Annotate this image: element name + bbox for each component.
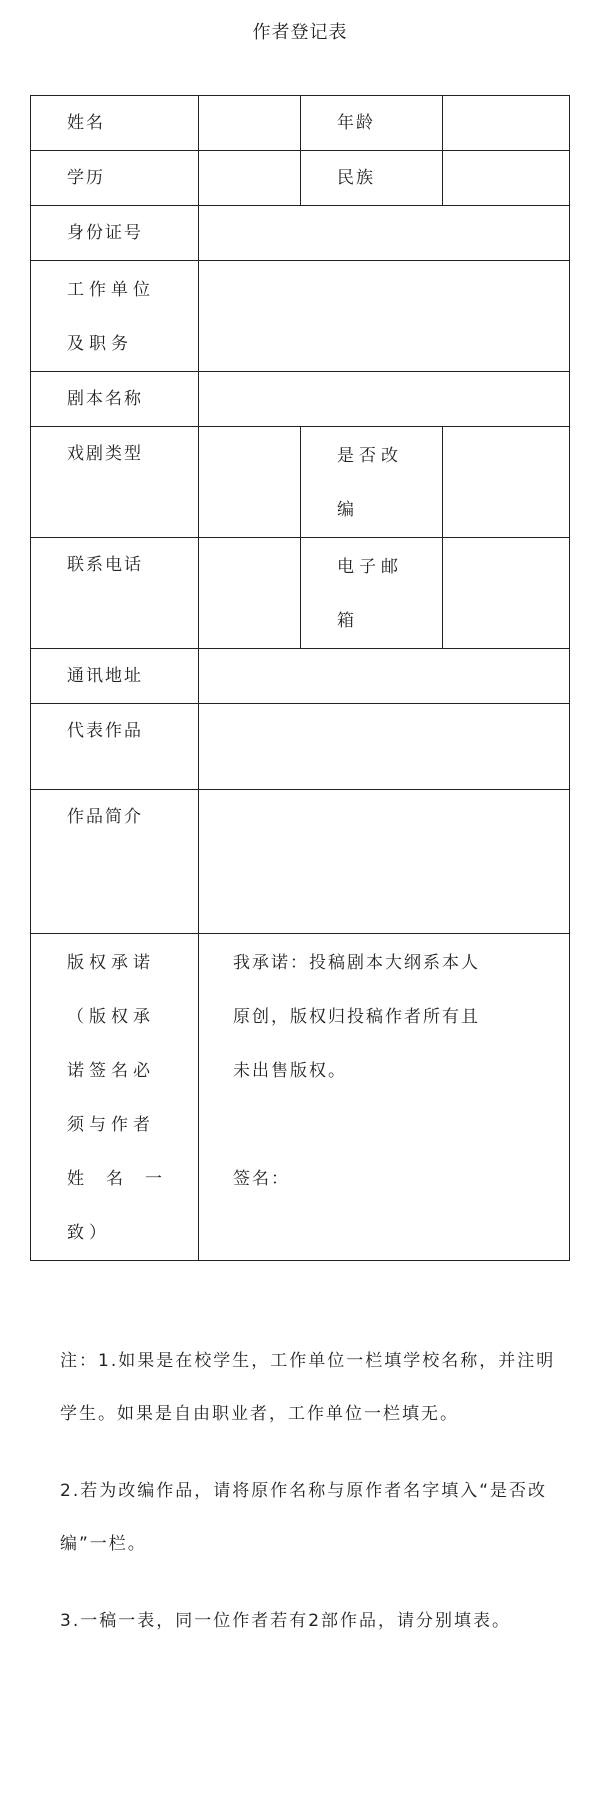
copyright-label-line: 姓名一: [67, 1169, 184, 1189]
email-label-line1: 电子邮: [337, 557, 403, 577]
pledge-line: 我承诺：投稿剧本大纲系本人: [233, 953, 480, 973]
row-copyright: [31, 934, 570, 1261]
education-label: 学历: [31, 151, 199, 206]
row-works: [31, 704, 570, 790]
adapted-label-line1: 是否改: [337, 446, 403, 466]
script-name-label: 剧本名称: [31, 372, 199, 427]
copyright-label-line: 版权承诺: [67, 953, 155, 973]
adapted-field[interactable]: [443, 427, 570, 538]
phone-field[interactable]: [199, 538, 301, 649]
notes-section: [60, 1335, 560, 1672]
workplace-label-line1: 工作单位: [67, 280, 155, 300]
address-label: 通讯地址: [31, 649, 199, 704]
works-field[interactable]: [199, 704, 570, 790]
row-education-ethnicity: [31, 151, 570, 206]
workplace-label-line2: 及职务: [67, 334, 133, 354]
summary-label: 作品简介: [31, 790, 199, 934]
copyright-label-line: 致）: [67, 1223, 111, 1243]
row-script-name: [31, 372, 570, 427]
email-label-line2: 箱: [337, 611, 359, 631]
row-address: [31, 649, 570, 704]
works-label: 代表作品: [31, 704, 199, 790]
pledge-line: 原创，版权归投稿作者所有且: [233, 1007, 480, 1027]
summary-field[interactable]: [199, 790, 570, 934]
copyright-label-line: 诺签名必: [67, 1061, 155, 1081]
education-field[interactable]: [199, 151, 301, 206]
adapted-label-line2: 编: [337, 500, 359, 520]
registration-form: [30, 95, 570, 1261]
address-field[interactable]: [199, 649, 570, 704]
email-field[interactable]: [443, 538, 570, 649]
workplace-label: [31, 261, 199, 372]
drama-type-label: 戏剧类型: [31, 427, 199, 538]
adapted-label: [301, 427, 443, 538]
row-workplace: [31, 261, 570, 372]
name-label: 姓名: [31, 96, 199, 151]
drama-type-field[interactable]: [199, 427, 301, 538]
age-label: 年龄: [301, 96, 443, 151]
note-3: 3.一稿一表，同一位作者若有2部作品，请分别填表。: [60, 1611, 512, 1631]
note-1: 注：1.如果是在校学生，工作单位一栏填学校名称，并注明学生。如果是自由职业者，工作单位一栏填无。: [60, 1351, 556, 1424]
signature-label: 签名：: [233, 1169, 290, 1189]
email-label: [301, 538, 443, 649]
note-2: 2.若为改编作品，请将原作名称与原作者名字填入“是否改编”一栏。: [60, 1481, 548, 1554]
name-field[interactable]: [199, 96, 301, 151]
copyright-label: [31, 934, 199, 1261]
row-name-age: [31, 96, 570, 151]
row-phone-email: [31, 538, 570, 649]
workplace-field[interactable]: [199, 261, 570, 372]
page-title: 作者登记表: [252, 22, 348, 43]
phone-label: 联系电话: [31, 538, 199, 649]
row-summary: [31, 790, 570, 934]
pledge-line: 未出售版权。: [233, 1061, 347, 1081]
row-drama-type: [31, 427, 570, 538]
copyright-pledge[interactable]: [199, 934, 570, 1261]
ethnicity-label: 民族: [301, 151, 443, 206]
copyright-label-line: （版权承: [67, 1007, 155, 1027]
age-field[interactable]: [443, 96, 570, 151]
row-id: [31, 206, 570, 261]
copyright-label-line: 须与作者: [67, 1115, 155, 1135]
script-name-field[interactable]: [199, 372, 570, 427]
id-number-field[interactable]: [199, 206, 570, 261]
id-number-label: 身份证号: [31, 206, 199, 261]
ethnicity-field[interactable]: [443, 151, 570, 206]
